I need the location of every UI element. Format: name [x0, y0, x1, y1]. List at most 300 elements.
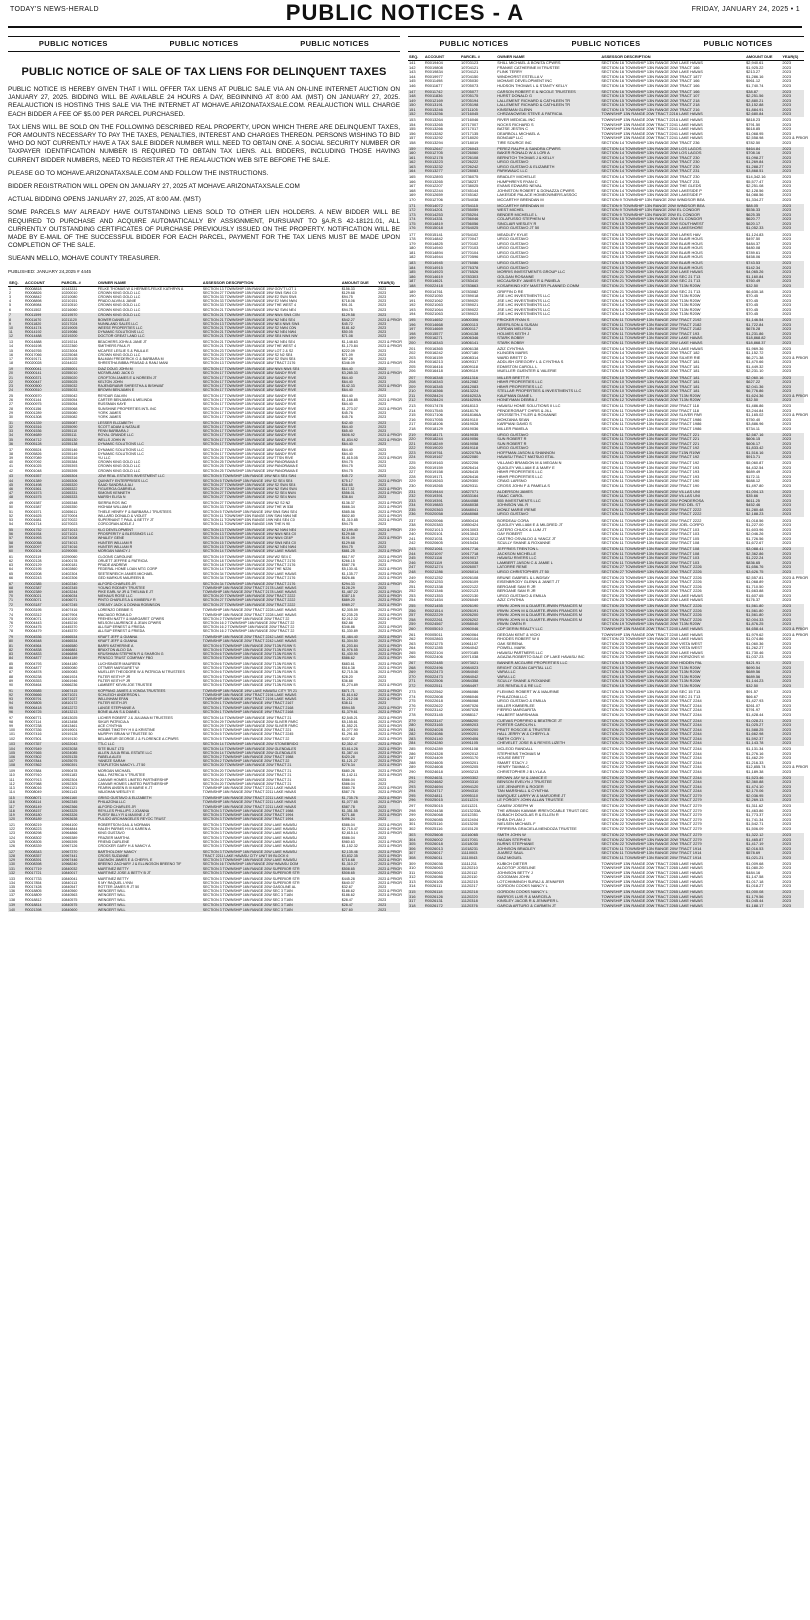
table-cell: 2023 & PRIOR	[378, 616, 402, 621]
table-cell: R0014888	[24, 340, 42, 345]
table-cell: $66.67	[746, 693, 759, 699]
table-cell: 249	[409, 574, 416, 580]
table-cell: $45.76	[341, 410, 353, 415]
table-cell: R0024438	[424, 807, 443, 813]
table-cell: R0021064	[424, 306, 443, 312]
table-cell: CLOONS CAROLINE	[97, 554, 133, 559]
table-cell: HOLMES KEITH J	[496, 332, 600, 337]
table-cell: SECTION 21 TOWNSHIP 13N RANGE 20W TRACT 2244	[600, 728, 745, 733]
table-cell: $836.65	[745, 561, 781, 566]
table-cell: 2023	[782, 196, 791, 202]
table-cell: 10445370	[61, 629, 78, 634]
table-cell: 10756056	[460, 222, 496, 227]
table-cell: TOWNSHIP 13N RANGE 20W TRACT 2265 LAKE HAVAS	[600, 890, 745, 895]
table-cell: SECTION 5 TOWNSHIP 16N RANGE 20W TRACT 221	[202, 728, 292, 733]
table-cell: SECTION 14 TOWNSHIP 16N RANGE 20W STONEBRIDG	[202, 742, 341, 746]
table-cell: SECTION 19 TOWNSHIP 13N RANGE 20W T13N R20W	[600, 622, 745, 627]
table-cell: R0021063	[424, 311, 443, 317]
table-cell: MORRIS INVESTMENTS GROUP LLC	[496, 270, 600, 275]
table-cell: 161	[408, 156, 424, 161]
table-cell: SECTION 25 TOWNSHIP 15N RANGE 19W PANORAMA E	[202, 468, 299, 473]
table-cell: 204	[409, 359, 416, 365]
table-cell: 2023	[781, 147, 804, 152]
table-cell: MARTINEZ BETTY	[97, 867, 202, 871]
table-cell: 40	[9, 460, 13, 465]
table-cell: R0026105	[424, 878, 443, 884]
table-cell: R0026118	[424, 890, 460, 895]
table-cell: 2023 & PRIOR	[378, 625, 402, 630]
table-cell: 172	[408, 208, 424, 213]
table-cell: 10726108	[460, 156, 496, 161]
table-cell: EVANS EDWARD NEVAL	[497, 183, 542, 189]
table-cell: 182	[409, 254, 416, 260]
table-cell: 10718020	[461, 135, 479, 141]
table-cell: 193	[409, 306, 416, 312]
table-cell: 33	[8, 429, 24, 433]
table-cell: $1,143.78	[745, 741, 781, 746]
table-cell: R0007357	[24, 742, 60, 746]
table-cell: 11018231	[460, 847, 496, 852]
table-cell: 304	[408, 838, 424, 843]
table-cell: SECTION 14 TOWNSHIP 13N RANGE 20W T13N R20W	[601, 302, 701, 308]
table-cell: $913.71	[745, 455, 781, 460]
table-cell: SECTION 20 TOWNSHIP 16N RANGE 20W TRACT 21	[202, 763, 341, 767]
table-cell: 2023	[782, 746, 791, 752]
table-cell: 10813224	[460, 389, 496, 394]
table-cell: 155	[409, 126, 416, 132]
table-cell: 10840032	[60, 867, 96, 871]
table-cell: $586.04	[341, 777, 355, 782]
table-cell: R0012244	[424, 187, 443, 193]
table-cell: 2023 & PRIOR	[378, 517, 402, 522]
table-cell: SMITH JOHN W	[496, 833, 600, 838]
table-cell: 2023	[782, 231, 791, 237]
table-cell: SECTION 11 TOWNSHIP 13N RANGE 20W VILLAS UNI	[600, 494, 745, 499]
table-cell: 2023 & PRIOR	[378, 558, 402, 563]
table-cell: 2023	[781, 556, 804, 561]
table-cell: 109	[9, 769, 15, 774]
table-cell: R0026111	[424, 883, 443, 889]
table-cell: SECTION 11 TOWNSHIP 13N RANGE 20W TRACT 192	[600, 455, 745, 460]
table-cell: 179	[409, 240, 416, 246]
table-cell: 293	[408, 785, 424, 790]
table-cell: SECTION 11 TOWNSHIP 13N RANGE 20W LAKE HAVAS	[600, 341, 745, 346]
table-cell: 10848068	[460, 512, 496, 517]
table-cell: 2023	[781, 890, 804, 895]
table-cell: 148	[408, 94, 424, 99]
table-cell: $1,735.76	[341, 796, 377, 800]
table-cell: 22	[8, 380, 24, 384]
table-cell: $38.11	[341, 701, 377, 705]
table-cell: 2023 & PRIOR	[378, 670, 402, 675]
notice-paragraph: PUBLIC NOTICE IS HEREBY GIVEN THAT I WILL OFFER TAX LIENS AT PUBLIC SALE VIA AN ON-LINE INTERNET AUCTION ON JANUARY 27, 2025. BIDDING WILL BE AVAILABLE 24 HOURS A DAY, BEGINNING AT 8:00 AM. (MST) ON JANUARY 27, 2025. REALAUCTION IS HOSTING THIS SALE VIA THE INTERNET AT MOHAVE.ARIZONATAXSALE.COM. REALAUCTION WILL CHARGE EACH BIDDER A FEE OF $5.00 PER PARCEL PURCHASED.	[8, 86, 400, 118]
table-cell: $294.33	[341, 582, 377, 586]
table-cell: 2023	[781, 270, 804, 275]
table-cell: $750.40	[746, 416, 761, 422]
table-cell: 11011221	[461, 803, 478, 809]
table-cell: SECTION 6 TOWNSHIP 15N RANGE 20W T13N R19W S	[202, 656, 341, 660]
table-cell: 2023	[782, 363, 791, 369]
table-cell: 81	[8, 644, 24, 648]
table-cell: 2023	[781, 613, 804, 618]
table-cell: DUBACH DOUGLAS R & ELLEN R	[497, 812, 559, 818]
table-cell: 10990201	[460, 732, 496, 737]
table-cell: 214	[409, 407, 416, 413]
table-cell: DEARBOLL MICHAEL A	[497, 130, 540, 136]
table-cell: SECTION 14 TOWNSHIP 13N RANGE 20W LOS LAGOS	[600, 151, 745, 156]
table-cell: R0018244	[424, 437, 460, 442]
table-cell: R0005128	[24, 442, 60, 446]
table-cell: 2023	[782, 588, 791, 594]
table-cell: R0019265	[424, 482, 443, 488]
table-cell: 10840563	[61, 893, 78, 898]
table-cell: 2023	[781, 741, 804, 746]
table-cell: 10783303	[460, 275, 496, 280]
table-cell: 317	[408, 899, 424, 904]
table-row	[8, 871, 400, 875]
table-cell: SECTION 17 TOWNSHIP 15N RANGE 18W SANDY RIVE	[202, 421, 341, 425]
table-cell: $94.75	[341, 464, 353, 469]
table-cell: R0021514	[424, 609, 460, 614]
table-cell: 2023	[781, 112, 804, 117]
table-cell: 10926200	[460, 613, 496, 618]
table-cell: SECTION 14 TOWNSHIP 13N RANGE 20W SILVER RIE	[601, 354, 701, 360]
table-cell: SECTION 29 TOWNSHIP 16N RANGE 20W SLIVER PARC	[202, 724, 299, 729]
table-cell: SECTION 14 TOWNSHIP 16N RANGE 20W GLENDALES	[202, 747, 341, 751]
table-cell: STAPLETON NANCY L JT 50	[97, 763, 202, 767]
table-cell: SECTION 21 TOWNSHIP 13N RANGE 20W TRACT 2244	[600, 732, 745, 737]
table-cell: 11120220	[460, 895, 496, 900]
table-cell: R0004479	[24, 629, 42, 634]
table-cell: R0001498	[24, 483, 60, 487]
table-cell: 10995110	[460, 794, 496, 799]
table-cell: 270	[408, 675, 424, 680]
table-cell: $36.65	[341, 483, 377, 487]
table-cell: 120	[8, 817, 24, 821]
table-cell: $1,976.55	[341, 648, 377, 652]
table-cell: DEEGAN KENT & VICKI	[497, 631, 540, 637]
table-cell: 2023	[782, 236, 791, 242]
table-cell: DIAZ MIGUEL	[496, 856, 600, 861]
table-cell: 123	[9, 831, 15, 836]
table-cell: SECTION 1 TOWNSHIP 16N RANGE 19W TRACT 2168	[202, 706, 341, 710]
table-cell: TOWNSHIP 13N RANGE 20W TRACT 2265 LAKE HAVAS	[601, 860, 703, 866]
table-cell: HOFFMAN JASON & SHANNON	[496, 451, 600, 456]
table-cell: 2023	[782, 311, 791, 317]
table-cell: $1,876.25	[745, 622, 781, 627]
table-cell: 142	[409, 64, 416, 70]
table-row	[8, 903, 400, 907]
table-cell: SECTION 10 TOWNSHIP 13N RANGE 20W TRACT 181	[600, 380, 745, 385]
table-cell: $1,833.42	[745, 446, 781, 451]
table-cell: R0018106	[424, 421, 443, 427]
table-cell: BENDER MICHELLE L	[496, 213, 600, 218]
table-cell: 10789023	[461, 311, 479, 317]
table-cell: SECTION 3 TOWNSHIP 16N RANGE 20W LAKE HAVASU	[202, 835, 298, 840]
table-cell: R0018129	[424, 425, 443, 431]
table-cell: SECTION 21 TOWNSHIP 15N RANGE 19W N2 NE4 SE4	[202, 318, 341, 322]
table-cell: R0006725	[24, 710, 60, 714]
table-cell: BAKER RONALD W & LORI A	[496, 151, 600, 156]
table-cell: HENRY TAMMA C	[497, 764, 530, 770]
table-cell: 2023	[782, 368, 791, 374]
table-cell: SECTION 13 TOWNSHIP 15N RANGE 19W NE4 NW4 SW4	[202, 322, 341, 326]
table-cell: R0011502	[24, 307, 42, 312]
table-cell: 10770102	[461, 240, 479, 246]
table-cell: 2023 & PRIOR	[378, 709, 402, 714]
table-cell: R0002119	[24, 554, 42, 559]
table-cell: SECTION 11 TOWNSHIP 13N RANGE 20W TRACT 1914	[600, 847, 745, 852]
table-cell: 2023	[378, 447, 387, 452]
table-cell: 10915434	[461, 540, 479, 545]
table-cell: MONIZ MARIE IRENE	[496, 508, 600, 513]
table-cell: 124	[9, 835, 15, 840]
table-cell: 275	[409, 698, 416, 704]
table-cell: 2023	[377, 326, 400, 330]
table-cell: 303	[408, 833, 424, 838]
table-cell: 10806138	[461, 345, 479, 351]
table-cell: STARK BOBBY	[496, 341, 600, 346]
table-cell: 162	[408, 160, 424, 165]
table-cell: 2023 & PRIOR	[378, 843, 402, 848]
table-cell: $1,462.29	[746, 755, 764, 761]
table-cell: R0021031	[424, 535, 443, 541]
table-cell: 175	[408, 222, 424, 227]
table-cell: 2023	[782, 359, 791, 365]
table-cell: 10963326	[60, 813, 96, 817]
table-cell: 2023	[781, 455, 804, 460]
table-cell: 294	[408, 789, 424, 794]
table-cell: 10255025	[60, 380, 96, 384]
table-cell: 10726043	[460, 147, 496, 152]
table-cell: 11110003	[460, 851, 496, 856]
table-cell: $1,330.89	[341, 629, 358, 634]
table-cell: R0005238	[24, 674, 42, 679]
table-cell: 283	[408, 737, 424, 742]
table-cell: SECTION 5 TOWNSHIP 15N RANGE 19W S2 SE4 SE4	[202, 479, 341, 483]
table-cell: KOPPANG JAMES & VONDA TRUSTEES	[97, 689, 202, 693]
table-cell: R0008826	[24, 290, 42, 295]
table-cell: SECTION 21 TOWNSHIP 15N RANGE 19W N2 NE4 NW4	[202, 330, 341, 334]
table-cell: R0021252	[424, 574, 443, 580]
table-cell: 10219570	[60, 313, 96, 317]
table-cell: 2023	[378, 295, 387, 300]
table-cell: R0018249	[424, 442, 460, 447]
table-cell: $1,663.88	[746, 588, 764, 594]
table-cell: $1,004.13	[745, 490, 781, 495]
table-cell: R0023147	[424, 719, 460, 724]
table-cell: R0026002	[424, 838, 460, 843]
table-cell: R0001339	[24, 421, 60, 425]
table-cell: R0007416	[24, 732, 42, 737]
table-cell: 2023	[377, 908, 400, 912]
table-cell: $1,552.21	[341, 724, 358, 729]
table-cell: CUEVAS PORFIRIO & BEATRICE JT	[496, 719, 600, 724]
table-cell: $1,077.65	[341, 800, 377, 804]
table-cell: R0011498	[424, 78, 443, 83]
table-cell: 184	[408, 266, 424, 271]
table-cell: R0013282	[424, 130, 443, 136]
table-cell: 2023 & PRIOR	[378, 513, 402, 518]
table-cell: SECTION 21 TOWNSHIP 13N RANGE 20W SEC 21 T13	[601, 288, 701, 294]
table-cell: SECTION 11 TOWNSHIP 13N RANGE 20W TRACT 103	[601, 526, 700, 532]
table-cell: $36.84	[341, 495, 377, 499]
table-cell: 199	[408, 336, 424, 341]
table-cell: SECTION 15 TOWNSHIP 13N RANGE 20W TRACT 107	[600, 94, 745, 99]
table-cell: TOWNSHIP 13N RANGE 20W TRACT 2265 LAKE HAVAS	[601, 865, 703, 871]
table-cell: 10926109	[461, 579, 479, 585]
table-row	[8, 608, 400, 612]
table-cell: $484.16	[746, 869, 761, 875]
table-cell: 10923038	[60, 747, 96, 751]
table-cell: 2023 & PRIOR	[378, 406, 402, 411]
table-cell: R0021097	[424, 552, 460, 557]
table-row	[8, 898, 400, 902]
table-cell: SECTION 27 TOWNSHIP 15N RANGE 19W S2 SW4 SE4	[202, 483, 341, 487]
table-cell: BENSON EVELYN J TRUSTEE	[496, 780, 600, 785]
table-cell: 10964100	[61, 822, 78, 827]
table-cell: BANNER-MCGUIRE PROPERTIES LLC	[496, 661, 600, 666]
table-cell: R0026068	[424, 812, 443, 818]
table-cell: 2023 & PRIOR	[782, 412, 809, 418]
table-cell: 37	[9, 447, 13, 452]
table-cell: 208	[408, 380, 424, 385]
table-cell: LALLEMENT RICHARD & CATHLEEN TR	[496, 103, 600, 108]
table-cell: $536.33	[745, 208, 781, 213]
table-cell: SMART STACY J	[497, 759, 528, 765]
table-cell: R0002128	[24, 558, 42, 563]
table-cell: PHILAZONA LLC	[97, 800, 202, 804]
table-cell: 2023	[781, 99, 804, 104]
table-cell: SECTION 11 TOWNSHIP 13N RANGE 20W VILLAS UNI	[600, 490, 745, 495]
table-cell: 10819058	[460, 442, 496, 447]
table-cell: 10809317	[461, 359, 479, 365]
table-cell: SECTION 14 TOWNSHIP 15N RANGE 20W THE N226	[202, 567, 292, 572]
table-cell: 10755059	[460, 208, 496, 213]
table-cell: NIELSEN MICHAEL F	[497, 821, 536, 827]
table-cell: 10407245	[60, 603, 96, 607]
table-cell: R0008298	[24, 831, 42, 836]
table-cell: 227	[409, 469, 416, 475]
table-cell: R0022104	[424, 649, 443, 655]
table-cell: SECTION 11 TOWNSHIP 13N RANGE 20W TRACT 118	[601, 403, 699, 409]
table-cell: SECTION 25 TOWNSHIP 15N RANGE 19W PANORAMA E	[202, 460, 299, 465]
table-cell: 82	[8, 648, 24, 652]
table-cell: SECTION 11 TOWNSHIP 13N RANGE 20W LAKE HAVAS	[600, 336, 745, 341]
table-row	[8, 388, 400, 392]
table-cell: R0019808	[424, 64, 443, 70]
table-cell: $1,722.84	[745, 323, 781, 328]
table-cell: R0001156	[24, 406, 42, 411]
table-cell: 10800117	[460, 327, 496, 332]
table-cell: 247	[408, 565, 424, 570]
table-cell: SECTION 10 TOWNSHIP 13N RANGE 20W TRACT 181	[600, 376, 745, 381]
table-cell: SECTION 3 TOWNSHIP 16N RANGE 20W TRACT 1994	[202, 817, 341, 821]
table-cell: 10965389	[61, 835, 78, 840]
table-cell: $1,227.00	[746, 522, 764, 527]
table-cell: 10818166A	[461, 412, 481, 418]
table-cell: R0014668	[424, 323, 460, 328]
table-row	[8, 433, 400, 437]
table-cell: 10952305	[61, 781, 78, 786]
table-cell: 10705198	[460, 103, 496, 108]
table-cell: R0016242	[424, 350, 443, 356]
table-cell: 10225105	[61, 357, 78, 362]
notice-paragraph: SOME PARCELS MAY ALREADY HAVE OUTSTANDING LIENS SOLD TO OTHER LIEN HOLDERS. A NEW BIDDER WILL BE REQUIRED TO PURCHASE AND ACQUIRE AUTOMATICALLY BY ASSIGNMENT, PURSUANT TO §A.R.S 42-18121.01, ALL CURRENTLY OUTSTANDING CERTIFICATES OF PURCHASE PREVIOUSLY ISSUED ON THE PROPERTY. NOTIFICATION WILL BE MADE BY E-MAIL OF THE SUCCESSFUL BIDDER FOR EACH PARCEL, PAYMENT FOR THE TAX LIENS MUST BE MADE UPON COMPLETION OF THE SALE.	[8, 209, 400, 250]
table-cell: 310	[409, 865, 416, 871]
table-cell: 10840547	[61, 884, 78, 889]
table-cell: $1,624.36	[745, 394, 781, 399]
table-cell: CANVAR HOMES LIMITED PARTNERSHIP	[97, 777, 169, 782]
table-cell: BELAMEUR GEORGE J & FLORENCE A CPWRS	[97, 736, 179, 741]
table-cell: SECTION 22 TOWNSHIP 13N RANGE 20W TRACT 2279	[601, 807, 702, 813]
table-cell: 2023	[782, 711, 791, 717]
table-cell: 10705030	[461, 78, 479, 83]
table-cell: HAVASU TRACT MATSUO ETAL	[496, 455, 600, 460]
table-cell: 10650083	[61, 670, 78, 675]
table-cell: 2023	[782, 478, 791, 484]
table-cell: 28	[9, 406, 13, 411]
table-cell: 68	[8, 586, 24, 590]
table-cell: 10407416	[61, 608, 78, 613]
table-cell: 2023 & PRIOR	[378, 790, 402, 795]
table-cell: SECTION 3 TOWNSHIP 16N RANGE 20W LAKE HAVASU	[202, 858, 341, 862]
table-cell: SECTION 3 TOWNSHIP 16N RANGE 20W SUPERIOR STR	[202, 876, 300, 881]
table-cell: $1,427.93	[746, 698, 764, 704]
column-header: ASSESSOR DESCRIPTION	[202, 280, 341, 287]
table-cell: 135	[9, 884, 15, 889]
table-cell: $271.88	[341, 813, 377, 817]
table-cell: 119	[8, 813, 24, 817]
table-cell: 13	[9, 340, 13, 345]
table-cell: SECTION 13 TOWNSHIP 15N RANGE 19W GOV'T LOT 1	[202, 286, 297, 291]
table-cell: 300	[409, 816, 416, 822]
table-cell: 10822075A	[460, 451, 496, 456]
table-cell: 2023	[378, 410, 387, 415]
table-cell: 113	[9, 786, 15, 791]
table-cell: 221	[408, 442, 424, 447]
table-cell: 10650080	[61, 666, 78, 671]
table-cell: BRAXTON ALDO DA	[97, 648, 202, 652]
table-cell: 2023	[782, 517, 791, 523]
table-cell: 10705175	[460, 94, 496, 99]
table-cell: 2023 & PRIOR	[378, 594, 402, 599]
table-cell: SECTION 11 TOWNSHIP 13N RANGE 20W TRACT 118	[601, 407, 699, 413]
table-cell: 10671027	[60, 697, 96, 701]
table-cell: 238	[409, 522, 416, 527]
table-cell: 10265322	[60, 487, 96, 491]
table-cell: 10410100	[61, 616, 78, 621]
table-cell: $1,098.27	[745, 156, 781, 161]
table-cell: $1,131.34	[746, 746, 764, 752]
table-cell: FRANKE CATHERINE M TRUSTEE	[497, 64, 560, 70]
table-cell: $1,379.61	[341, 710, 377, 714]
table-cell: $480.08	[746, 245, 761, 251]
table-cell: 185	[408, 270, 424, 275]
table-cell: R0012207	[424, 183, 443, 189]
table-cell: 11120318	[460, 899, 496, 904]
table-cell: R0024289	[424, 746, 443, 752]
table-cell: SIKUR PATRICIA A	[97, 719, 129, 724]
table-cell: 10988117	[461, 711, 479, 717]
table-cell: SECTION 17 TOWNSHIP 15N RANGE 18W SANDY RIVE	[202, 429, 341, 433]
table-cell: 2023	[781, 512, 804, 517]
table-cell: $62.88	[341, 621, 353, 626]
table-cell: $1,730.46	[746, 649, 764, 655]
table-cell: BOWER DANIELLE	[97, 318, 202, 322]
table-cell: $1,310.27	[341, 862, 377, 866]
table-cell: CROWN KING GOLD LLC	[97, 295, 141, 300]
